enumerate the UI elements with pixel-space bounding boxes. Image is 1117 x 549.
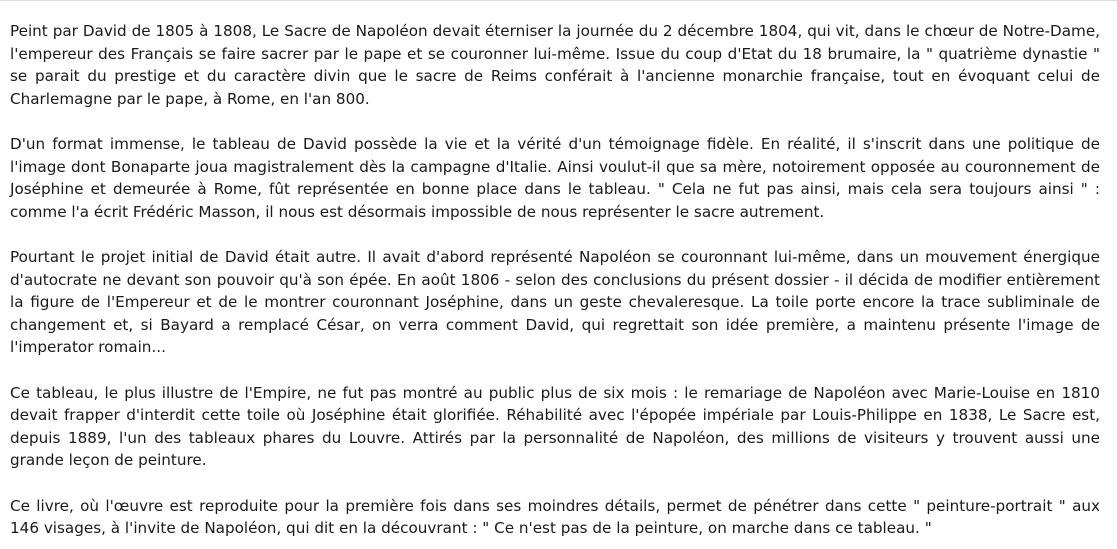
description-paragraph-2: D'un format immense, le tableau de David possède la vie et la vérité d'un témoignage fidèle. En réalité, il s'inscrit dans une politique de l'image dont Bonaparte joua magistralement dès la campagne d'Italie. Ainsi voulut-il que sa mère, notoirement opposée au couronnement de Joséphine et demeurée à Rome, fût représentée en bonne place dans le tableau. " Cela ne fut pas ainsi, mais cela sera toujours ainsi " : comme l'a écrit Frédéric Masson, il nous est désormais impossible de nous représenter le sacre autrement. [10, 135, 1100, 221]
description-paragraph-5: Ce livre, où l'œuvre est reproduite pour la première fois dans ses moindres détails, permet de pénétrer dans cette " peinture-portrait " aux 146 visages, à l'invite de Napoléon, qui dit en la découvrant : " Ce n'est pas de la peinture, on marche dans ce tableau. " [10, 496, 1100, 537]
description-paragraph-3: Pourtant le projet initial de David était autre. Il avait d'abord représenté Napoléon se couronnant lui-même, dans un mouvement énergique d'autocrate ne devant son pouvoir qu'à son épée. En août 1806 - selon des conclusions du présent dossier - il décida de modifier entièrement la figure de l'Empereur et de le montrer couronnant Joséphine, dans un geste chevaleresque. La toile porte encore la trace subliminale de changement et, si Bayard a remplacé César, on verra comment David, qui regrettait son idée première, a maintenu présente l'image de l'imperator romain... [10, 248, 1100, 356]
book-description [10, 20, 1100, 540]
description-paragraph-1: Peint par David de 1805 à 1808, Le Sacre de Napoléon devait éterniser la journée du 2 décembre 1804, qui vit, dans le chœur de Notre-Dame, l'empereur des Français se faire sacrer par le pape et se couronner lui-même. Issue du coup d'Etat du 18 brumaire, la " quatrième dynastie " se parait du prestige et du caractère divin que le sacre de Reims conférait à l'ancienne monarchie française, tout en évoquant celui de Charlemagne par le pape, à Rome, en l'an 800. [10, 22, 1100, 108]
top-divider [0, 0, 1117, 1]
description-paragraph-4: Ce tableau, le plus illustre de l'Empire, ne fut pas montré au public plus de six mois : le remariage de Napoléon avec Marie-Louise en 1810 devait frapper d'interdit cette toile où Joséphine était glorifiée. Réhabilité avec l'épopée impériale par Louis-Philippe en 1838, Le Sacre est, depuis 1889, l'un des tableaux phares du Louvre. Attirés par la personnalité de Napoléon, des millions de visiteurs y trouvent aussi une grande leçon de peinture. [10, 383, 1100, 469]
